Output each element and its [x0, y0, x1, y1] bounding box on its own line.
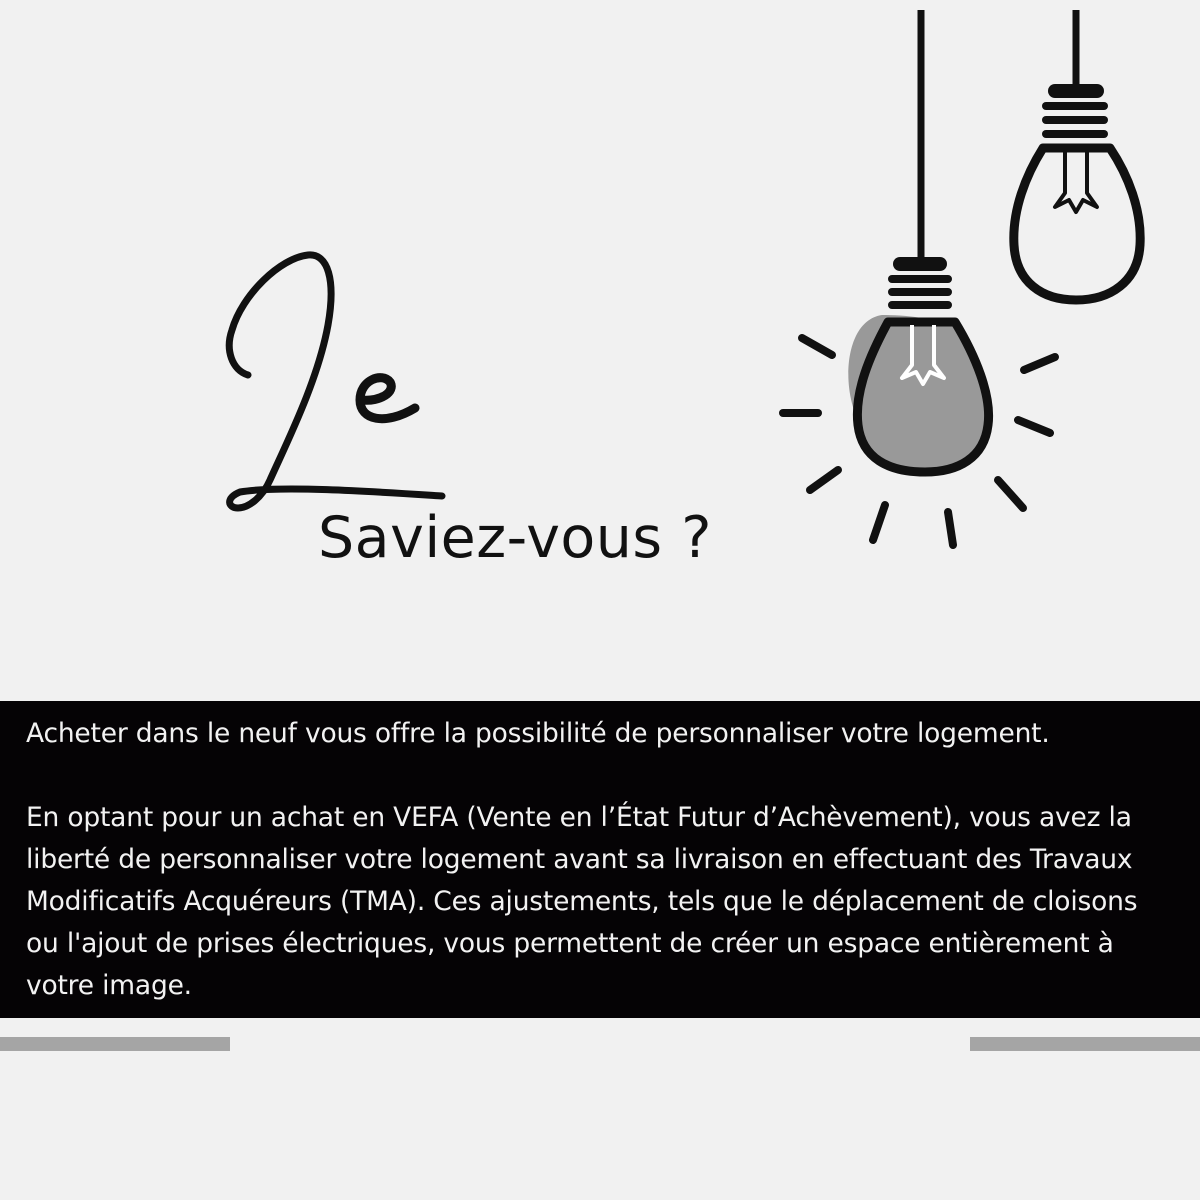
info-paragraph-1: Acheter dans le neuf vous offre la possibilité de personnaliser votre logement. — [26, 718, 1050, 749]
info-paragraph-2: En optant pour un achat en VEFA (Vente en l’État Futur d’Achèvement), vous avez la liberté de personnaliser votre logement avant sa livraison en effectuant des Travaux Modificatifs Acquéreurs (TMA). Ces ajustements, tels que le déplacement de cloisons ou l'ajout de prises électriques, vous permettent de créer un espace entièrement à votre image. — [26, 802, 1138, 1001]
light-bulbs-illustration — [770, 0, 1200, 560]
decorative-bar-right — [970, 1037, 1200, 1051]
subtitle-saviez-vous: Saviez-vous ? — [318, 505, 713, 571]
decorative-bar-left — [0, 1037, 230, 1051]
light-bulb-off-icon — [1014, 10, 1140, 300]
light-bulb-lit-icon — [783, 10, 1055, 545]
info-panel — [0, 701, 1200, 1018]
script-le-lettering — [210, 240, 470, 530]
